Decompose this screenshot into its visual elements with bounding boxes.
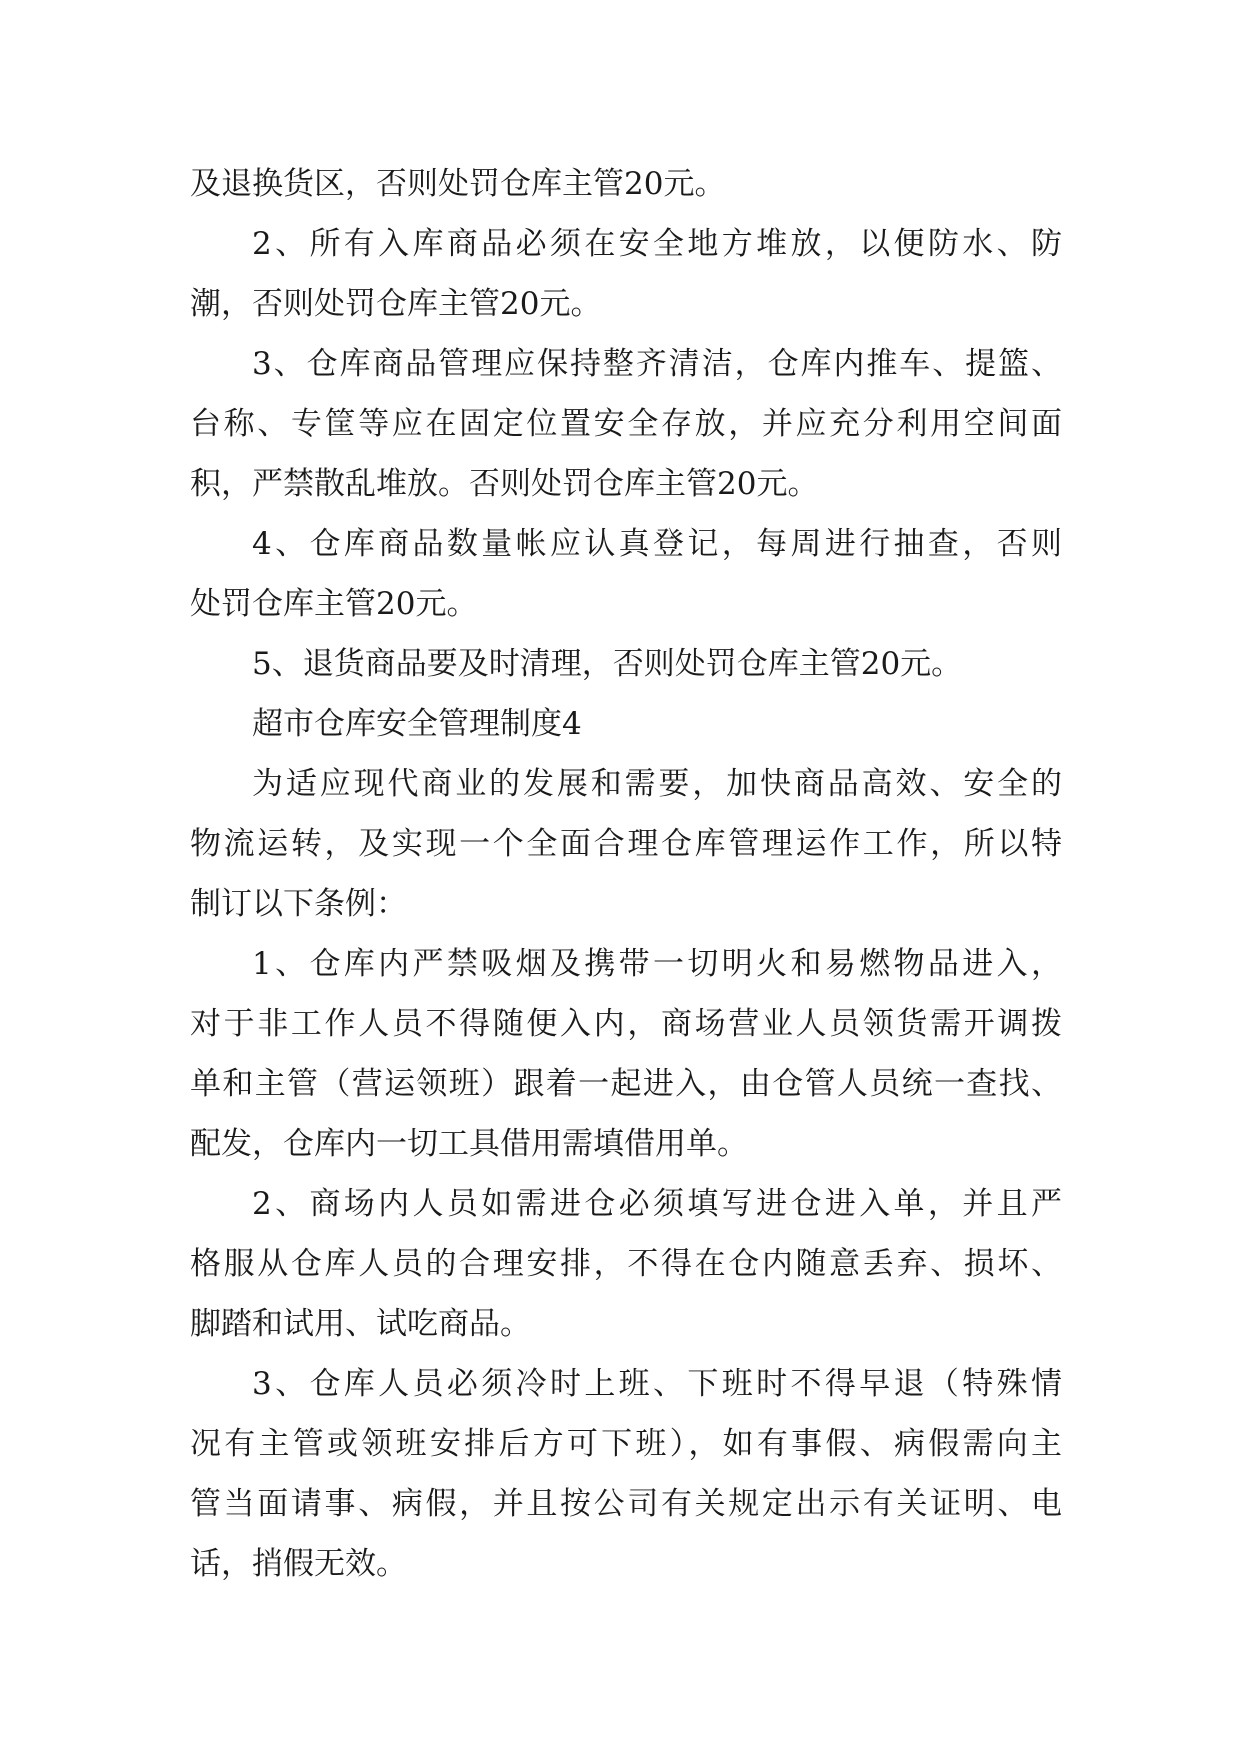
text-line: 2、商场内人员如需进仓必须填写进仓进入单，并且严 bbox=[252, 1186, 1062, 1222]
text-line: 制订以下条例： bbox=[190, 886, 407, 922]
text-line: 积，严禁散乱堆放。否则处罚仓库主管20元。 bbox=[190, 466, 819, 502]
text-line: 为适应现代商业的发展和需要，加快商品高效、安全的 bbox=[252, 766, 1062, 802]
text-line: 管当面请事、病假，并且按公司有关规定出示有关证明、电 bbox=[190, 1486, 1062, 1522]
text-line: 4、仓库商品数量帐应认真登记，每周进行抽查，否则 bbox=[252, 526, 1062, 562]
text-line: 物流运转，及实现一个全面合理仓库管理运作工作，所以特 bbox=[190, 826, 1062, 862]
text-line: 格服从仓库人员的合理安排，不得在仓内随意丢弃、损坏、 bbox=[190, 1246, 1062, 1282]
text-line: 台称、专筐等应在固定位置安全存放，并应充分利用空间面 bbox=[190, 406, 1062, 442]
text-line: 1、仓库内严禁吸烟及携带一切明火和易燃物品进入， bbox=[252, 946, 1062, 982]
text-line: 话，捎假无效。 bbox=[190, 1546, 407, 1582]
section-heading: 超市仓库安全管理制度4 bbox=[252, 706, 582, 742]
text-line: 况有主管或领班安排后方可下班），如有事假、病假需向主 bbox=[190, 1426, 1062, 1462]
text-line: 脚踏和试用、试吃商品。 bbox=[190, 1306, 531, 1342]
text-line: 及退换货区，否则处罚仓库主管20元。 bbox=[190, 166, 726, 202]
text-line: 处罚仓库主管20元。 bbox=[190, 586, 478, 622]
text-line: 对于非工作人员不得随便入内，商场营业人员领货需开调拨 bbox=[190, 1006, 1062, 1042]
text-line: 2、所有入库商品必须在安全地方堆放，以便防水、防 bbox=[252, 226, 1062, 262]
text-line: 5、退货商品要及时清理，否则处罚仓库主管20元。 bbox=[252, 646, 963, 682]
text-line: 单和主管（营运领班）跟着一起进入，由仓管人员统一查找、 bbox=[190, 1066, 1062, 1102]
text-line: 3、仓库人员必须冷时上班、下班时不得早退（特殊情 bbox=[252, 1366, 1062, 1402]
text-line: 配发，仓库内一切工具借用需填借用单。 bbox=[190, 1126, 748, 1162]
text-line: 3、仓库商品管理应保持整齐清洁，仓库内推车、提篮、 bbox=[252, 346, 1062, 382]
text-line: 潮，否则处罚仓库主管20元。 bbox=[190, 286, 602, 322]
